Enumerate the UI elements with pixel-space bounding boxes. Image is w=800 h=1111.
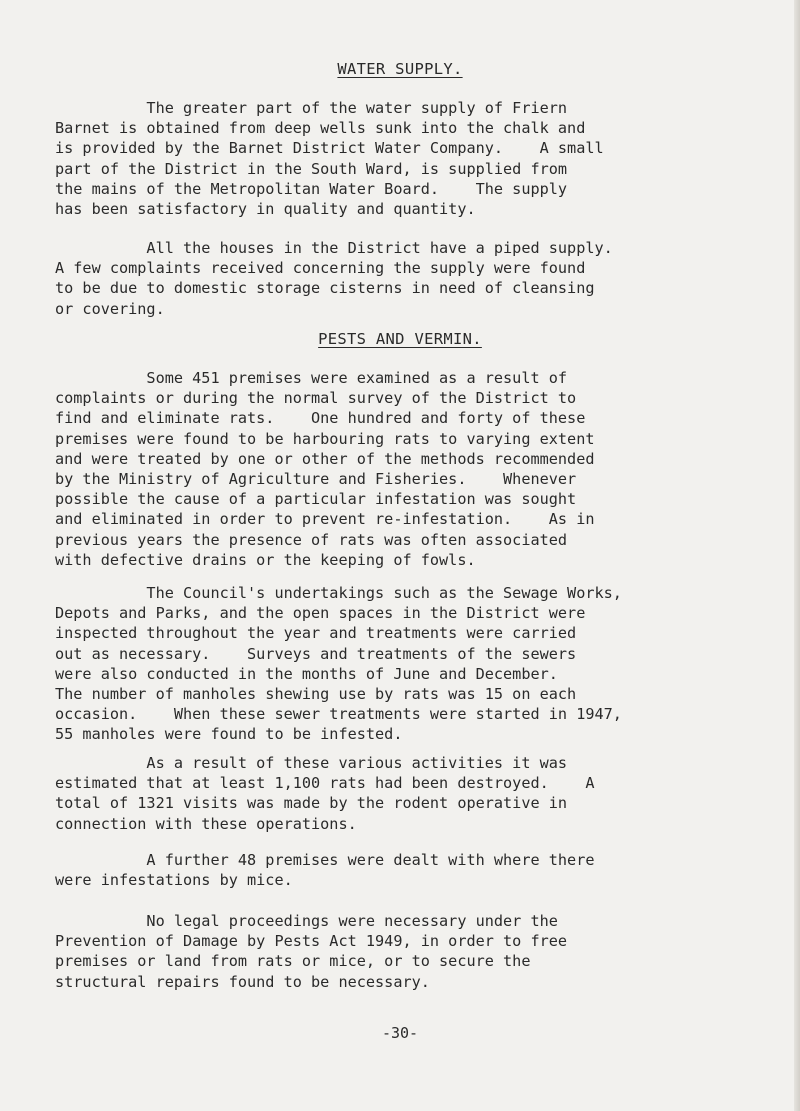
section-heading-water-supply: WATER SUPPLY. [337, 60, 463, 78]
text-line: All the houses in the District have a piped supply. [55, 239, 613, 257]
text-line: No legal proceedings were necessary under the [55, 912, 558, 930]
text-line: Depots and Parks, and the open spaces in the District were [55, 604, 586, 623]
text-line: The greater part of the water supply of Friern [55, 99, 568, 117]
text-line: Prevention of Damage by Pests Act 1949, in order to free [55, 932, 568, 951]
text-line: premises were found to be harbouring rats to varying extent [55, 429, 595, 448]
text-line: occasion. When these sewer treatments were started in 1947, [55, 705, 622, 724]
text-line: As a result of these various activities it was [55, 754, 568, 772]
text-line: by the Ministry of Agriculture and Fisheries. Whenever [55, 470, 577, 489]
text-line: structural repairs found to be necessary. [55, 972, 430, 991]
text-line: The Council's undertakings such as the Sewage Works, [55, 584, 622, 602]
text-line: to be due to domestic storage cisterns in need of cleansing [55, 279, 595, 298]
section-heading-pests-and-vermin: PESTS AND VERMIN. [318, 330, 482, 348]
text-line: inspected throughout the year and treatments were carried [55, 624, 577, 643]
paragraph-legal-proceedings [55, 911, 795, 992]
paragraph-water-supply-source [55, 98, 795, 219]
text-line: premises or land from rats or mice, or to secure the [55, 952, 531, 971]
text-line: total of 1321 visits was made by the rodent operative in [55, 794, 568, 813]
paragraph-piped-supply [55, 238, 795, 319]
text-line: possible the cause of a particular infestation was sought [55, 490, 577, 509]
text-line: find and eliminate rats. One hundred and forty of these [55, 409, 586, 428]
text-line: Some 451 premises were examined as a result of [55, 369, 568, 387]
text-line: and eliminated in order to prevent re-infestation. As in [55, 510, 595, 529]
text-line: A further 48 premises were dealt with where there [55, 851, 595, 869]
paragraph-mice-infestations [55, 850, 795, 890]
text-line: estimated that at least 1,100 rats had been destroyed. A [55, 774, 595, 793]
text-line: 55 manholes were found to be infested. [55, 725, 403, 744]
text-line: were also conducted in the months of June and December. [55, 664, 558, 683]
page-number: -30- [381, 1024, 419, 1042]
text-line: part of the District in the South Ward, is supplied from [55, 159, 568, 178]
paragraph-rats-destroyed [55, 753, 795, 834]
text-line: complaints or during the normal survey of the District to [55, 389, 577, 408]
text-line: previous years the presence of rats was often associated [55, 530, 568, 549]
text-line: is provided by the Barnet District Water Company. A small [55, 139, 604, 158]
text-line: The number of manholes shewing use by rats was 15 on each [55, 685, 577, 704]
text-line: with defective drains or the keeping of fowls. [55, 550, 476, 569]
text-line: out as necessary. Surveys and treatments of the sewers [55, 644, 577, 663]
text-line: were infestations by mice. [55, 871, 293, 890]
text-line: and were treated by one or other of the methods recommended [55, 449, 595, 468]
text-line: has been satisfactory in quality and quantity. [55, 200, 476, 219]
text-line: Barnet is obtained from deep wells sunk into the chalk and [55, 119, 586, 138]
paragraph-rat-survey [55, 368, 795, 570]
page-edge-shadow [794, 0, 800, 1111]
text-line: A few complaints received concerning the supply were found [55, 259, 586, 278]
paragraph-council-undertakings [55, 583, 795, 745]
text-line: connection with these operations. [55, 814, 357, 833]
text-line: or covering. [55, 299, 165, 318]
text-line: the mains of the Metropolitan Water Board. The supply [55, 179, 568, 198]
